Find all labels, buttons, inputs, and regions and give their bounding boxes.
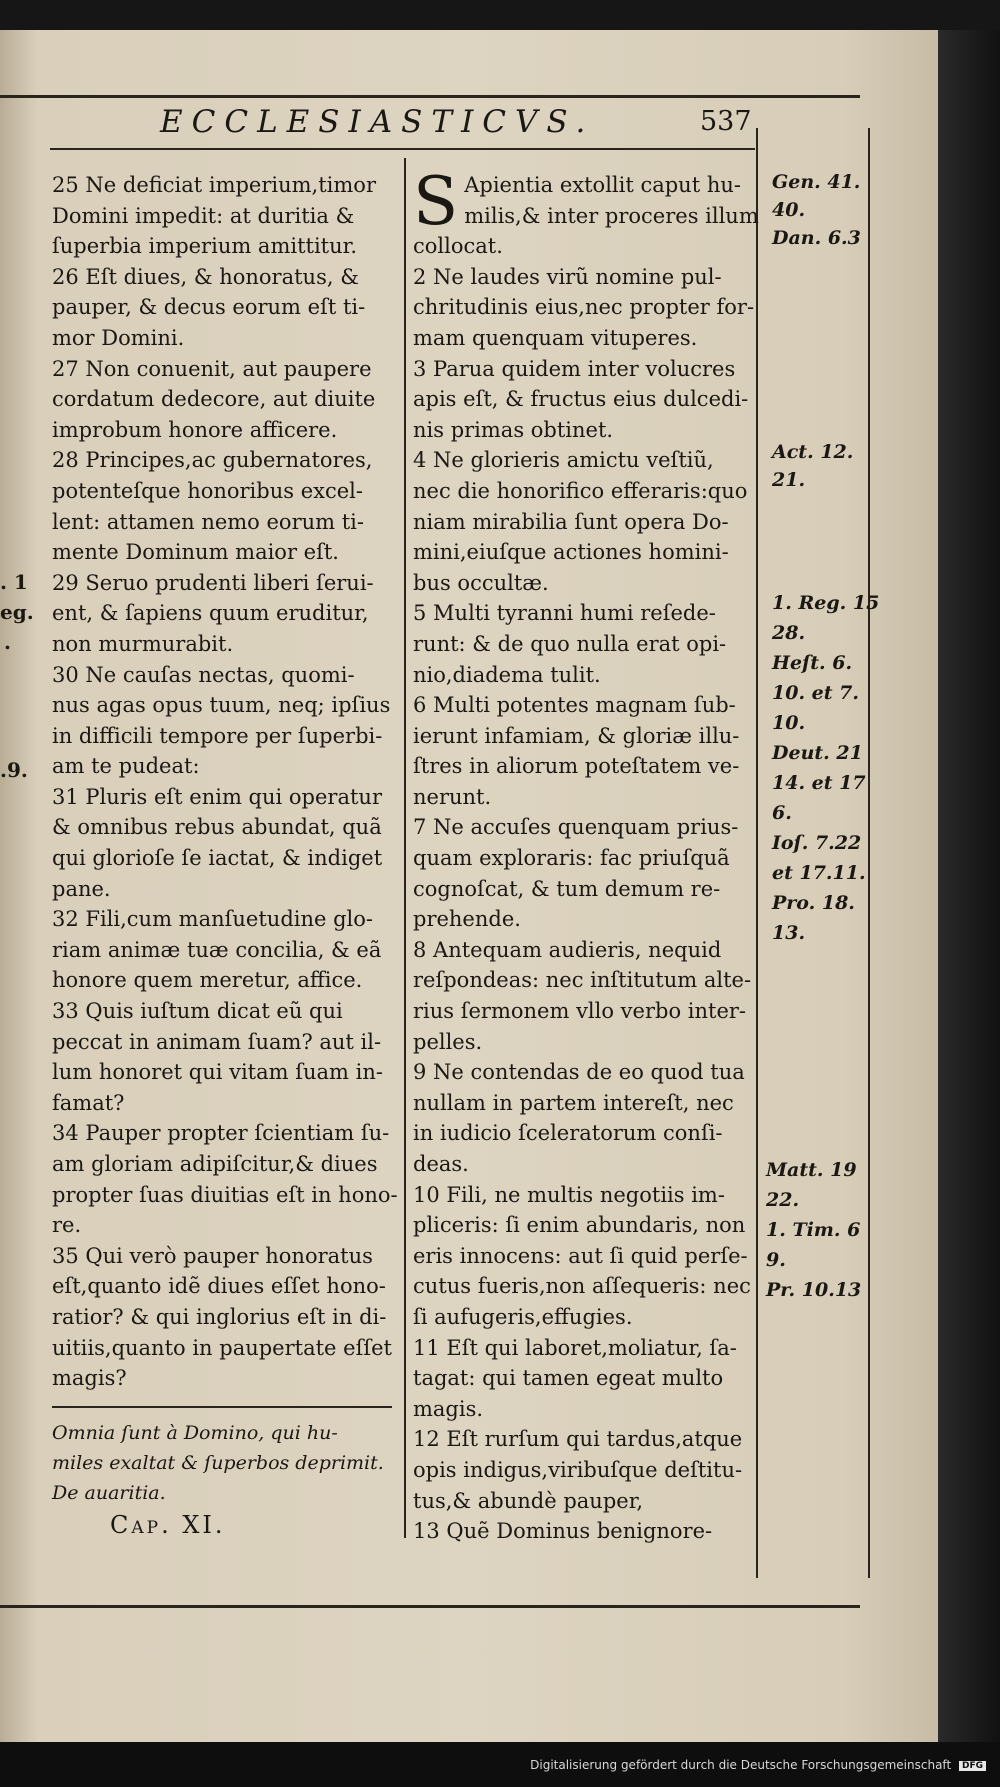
left-column-lines: [52, 170, 397, 1394]
margin-reference-line: Pr. 10.13: [766, 1279, 862, 1301]
text-line: nec die honorifico efferaris:quo: [413, 478, 748, 503]
margin-reference-line: et 17.11.: [772, 862, 866, 884]
text-line: collocat.: [413, 234, 503, 259]
text-line: ſi aufugeris,effugies.: [413, 1304, 633, 1329]
clipped-fragment: .9.: [0, 758, 28, 782]
credit-text: Digitalisierung gefördert durch die Deutsche Forschungsgemeinschaft: [530, 1758, 952, 1772]
text-line: 2 Ne laudes virũ nomine pul-: [413, 264, 722, 289]
text-line: 33 Quis iuſtum dicat eũ qui: [52, 999, 343, 1024]
text-line: magis.: [413, 1396, 484, 1421]
margin-reference-line: 10.: [772, 712, 806, 734]
text-line: apis eſt, & fructus eius dulcedi-: [413, 387, 749, 412]
margin-reference-line: Heſt. 6.: [772, 652, 853, 674]
margin-reference-line: 14. et 17: [772, 772, 866, 794]
text-line: Domini impedit: at duritia &: [52, 203, 355, 228]
dfg-logo-icon: DFG: [959, 1761, 986, 1771]
text-line: honore quem meretur, affice.: [52, 968, 363, 993]
text-line: mam quenquam vituperes.: [413, 325, 698, 350]
bottom-rule: [0, 1605, 860, 1608]
text-line: lum honoret qui vitam ſuam in-: [52, 1060, 383, 1085]
text-line: 31 Pluris eſt enim qui operatur: [52, 784, 382, 809]
text-line: 10 Fili, ne multis negotiis im-: [413, 1182, 725, 1207]
text-line: mini,eiuſque actiones homini-: [413, 540, 729, 565]
column-divider: [404, 158, 406, 1538]
text-line: 30 Ne cauſas nectas, quomi-: [52, 662, 355, 687]
right-column: [413, 163, 759, 1547]
margin-reference-line: Pro. 18.: [772, 892, 855, 914]
text-line: 12 Eſt rurſum qui tardus,atque: [413, 1427, 743, 1452]
text-line: prehende.: [413, 907, 521, 932]
text-line: rius ſermonem vllo verbo inter-: [413, 999, 747, 1024]
clipped-fragment: eg.: [0, 600, 34, 624]
text-line: opis indigus,viribuſque deſtitu-: [413, 1457, 743, 1482]
left-column: [52, 170, 397, 1542]
right-column-lines: [413, 231, 753, 1547]
text-line: improbum honore afficere.: [52, 417, 338, 442]
text-line: cutus fueris,non aſſequeris: nec: [413, 1274, 751, 1299]
margin-reference-line: Gen. 41.: [772, 171, 861, 193]
margin-reference-line: Deut. 21: [772, 742, 863, 764]
scan-right-border: [938, 30, 1000, 1742]
text-line: quam exploraris: fac priuſquã: [413, 846, 730, 871]
text-line: 4 Ne glorieris amictu veſtiũ,: [413, 448, 714, 473]
text-line: magis?: [52, 1366, 127, 1391]
header-rule: [50, 148, 755, 150]
margin-divider: [756, 128, 758, 1578]
text-line: 11 Eſt qui laboret,moliatur, ſa-: [413, 1335, 737, 1360]
text-line: riam animæ tuæ concilia, & eã: [52, 937, 382, 962]
text-line: pelles.: [413, 1029, 483, 1054]
page-number: 537: [700, 106, 752, 137]
margin-reference-act: [772, 438, 853, 494]
margin-reference-line: 28.: [772, 622, 806, 644]
text-line: 32 Fili,cum manſuetudine glo-: [52, 907, 373, 932]
digitization-credit: [530, 1758, 986, 1772]
text-line: Omnia ſunt à Domino, qui hu-: [52, 1421, 338, 1444]
dropcap-letter: S: [413, 163, 459, 240]
text-line: reſpondeas: nec inſtitutum alte-: [413, 968, 752, 993]
margin-reference-line: 1. Tim. 6: [766, 1219, 861, 1241]
text-line: 25 Ne deficiat imperium,timor: [52, 173, 376, 197]
text-line: 34 Pauper propter ſcientiam ſu-: [52, 1121, 390, 1146]
text-line: cognoſcat, & tum demum re-: [413, 876, 721, 901]
text-line: deas.: [413, 1152, 469, 1176]
margin-reference-line: 6.: [772, 802, 792, 824]
text-line: famat?: [52, 1090, 125, 1115]
running-header-title: ECCLESIASTICVS.: [160, 104, 595, 140]
clipped-fragment: .: [4, 630, 11, 654]
text-line: peccat in animam ſuam? aut il-: [52, 1029, 382, 1054]
text-line: 6 Multi potentes magnam ſub-: [413, 693, 736, 718]
text-line: 8 Antequam audieris, nequid: [413, 937, 722, 962]
margin-reference-line: 21.: [772, 469, 806, 491]
text-line: ratior? & qui inglorius eſt in di-: [52, 1304, 387, 1329]
margin-reference-line: 9.: [766, 1249, 786, 1271]
text-line: propter ſuas diuitias eſt in hono-: [52, 1182, 398, 1207]
text-line: pliceris: ſi enim abundaris, non: [413, 1213, 746, 1238]
text-line: mente Dominum maior eſt.: [52, 540, 339, 565]
text-line: tus,& abundè pauper,: [413, 1488, 644, 1513]
margin-reference-reg: [772, 588, 879, 948]
text-line: runt: & de quo nulla erat opi-: [413, 631, 727, 656]
text-line: miles exaltat & ſuperbos deprimit.: [52, 1451, 384, 1474]
text-line: & omnibus rebus abundat, quã: [52, 815, 382, 840]
text-line: 7 Ne accuſes quenquam prius-: [413, 815, 739, 840]
text-line: De auaritia.: [52, 1481, 166, 1504]
scan-top-border: [0, 0, 1000, 30]
text-line: lent: attamen nemo eorum ti-: [52, 509, 364, 534]
text-line: in difficili tempore per ſuperbi-: [52, 723, 383, 748]
text-line: potenteſque honoribus excel-: [52, 478, 363, 503]
text-line: cordatum dedecore, aut diuite: [52, 387, 376, 412]
text-line: non murmurabit.: [52, 631, 234, 656]
text-line: 26 Eſt diues, & honoratus, &: [52, 264, 359, 289]
text-line: eris innocens: aut ſi quid perſe-: [413, 1243, 748, 1268]
margin-reference-line: Dan. 6.3: [772, 227, 861, 249]
clipped-fragment: . 1: [0, 570, 28, 594]
text-line: 13 Quẽ Dominus benignore-: [413, 1519, 713, 1544]
text-line: am te pudeat:: [52, 754, 200, 779]
text-line: qui glorioſe ſe iactat, & indiget: [52, 846, 383, 871]
text-line: in iudicio ſceleratorum conſi-: [413, 1121, 723, 1146]
text-line: ſtres in aliorum poteſtatem ve-: [413, 754, 740, 779]
margin-reference-matt: [766, 1155, 861, 1305]
text-line: nus agas opus tuum, neq; ipſius: [52, 693, 391, 718]
text-line: 27 Non conuenit, aut paupere: [52, 356, 372, 381]
text-line: 35 Qui verò pauper honoratus: [52, 1243, 373, 1268]
text-line: 9 Ne contendas de eo quod tua: [413, 1060, 745, 1085]
text-line: nerunt.: [413, 784, 492, 809]
text-line: 5 Multi tyranni humi reſede-: [413, 601, 716, 626]
margin-reference-line: Act. 12.: [772, 441, 854, 463]
margin-reference-line: 10. et 7.: [772, 682, 859, 704]
text-line: milis,& inter proceres illum: [464, 203, 759, 228]
text-line: pauper, & decus eorum eſt ti-: [52, 295, 366, 320]
text-line: bus occultæ.: [413, 570, 549, 595]
margin-reference-line: 1. Reg. 15: [772, 592, 880, 614]
dropcap-lines: [413, 163, 759, 240]
margin-reference-line: Ioſ. 7.22: [772, 832, 862, 854]
text-line: nis primas obtinet.: [413, 417, 614, 442]
text-line: ent, & ſapiens quum eruditur,: [52, 601, 369, 626]
text-line: 29 Seruo prudenti liberi ſerui-: [52, 570, 374, 595]
text-line: 3 Parua quidem inter volucres: [413, 356, 736, 381]
text-line: mor Domini.: [52, 325, 185, 350]
text-line: uitiis,quanto in paupertate eſſet: [52, 1335, 392, 1360]
text-line: niam mirabilia ſunt opera Do-: [413, 509, 729, 534]
text-line: 28 Principes,ac gubernatores,: [52, 448, 373, 473]
text-line: ſuperbia imperium amittitur.: [52, 234, 358, 259]
text-line: nullam in partem intereſt, nec: [413, 1090, 734, 1115]
text-line: re.: [52, 1213, 82, 1238]
text-line: nio,diadema tulit.: [413, 662, 601, 687]
margin-reference-line: Matt. 19: [766, 1159, 857, 1181]
text-line: eſt,quanto idẽ diues eſſet hono-: [52, 1274, 386, 1299]
summary-rule: [52, 1406, 392, 1408]
text-line: pane.: [52, 876, 111, 901]
chapter-heading: Cap. XI.: [110, 1510, 226, 1539]
text-line: ierunt infamiam, & gloriæ illu-: [413, 723, 740, 748]
text-line: Apientia extollit caput hu-: [464, 173, 741, 197]
margin-reference-line: 22.: [766, 1189, 800, 1211]
margin-reference-line: 40.: [772, 199, 806, 221]
dropcap-block: [413, 163, 759, 240]
text-line: chritudinis eius,nec propter for-: [413, 295, 755, 320]
margin-reference-gen: [772, 168, 861, 252]
top-rule: [0, 95, 860, 98]
text-line: am gloriam adipiſcitur,& diues: [52, 1152, 378, 1176]
text-line: tagat: qui tamen egeat multo: [413, 1366, 724, 1391]
margin-reference-line: 13.: [772, 922, 806, 944]
chapter-summary: [52, 1418, 397, 1508]
